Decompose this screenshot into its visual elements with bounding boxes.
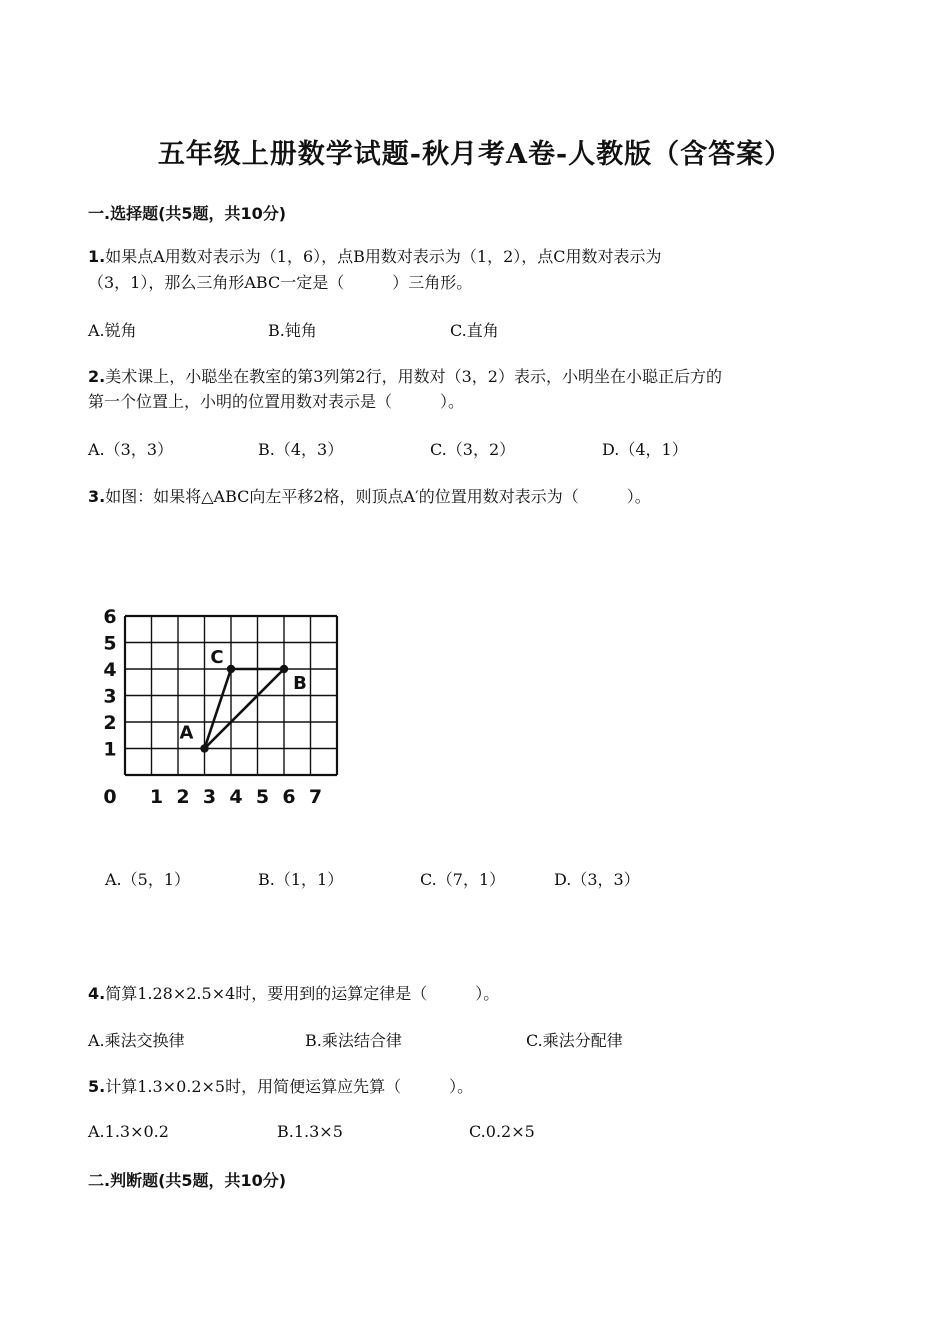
question-4-number: 4. — [88, 984, 106, 1003]
question-4-option-b[interactable]: B.乘法结合律 — [305, 1031, 402, 1050]
y-tick-label: 5 — [103, 632, 117, 655]
point-label-b: B — [293, 673, 307, 694]
question-5-line-1 — [88, 1074, 473, 1099]
question-4-option-a[interactable]: A.乘法交换律 — [88, 1031, 185, 1050]
y-tick-label: 1 — [103, 738, 117, 761]
x-tick-label: 7 — [308, 786, 323, 808]
section-heading-judgement: 二.判断题(共5题，共10分) — [88, 1171, 287, 1190]
question-5-number: 5. — [88, 1077, 106, 1096]
question-2-text-2: 第一个位置上，小明的位置用数对表示是（ ）。 — [88, 392, 465, 411]
question-1-number: 1. — [88, 247, 106, 266]
question-1-option-a[interactable]: A.锐角 — [88, 321, 137, 340]
point-label-a: A — [179, 722, 194, 744]
question-3-line-1 — [88, 484, 651, 509]
point-label-c: C — [210, 647, 224, 668]
grid-lines — [125, 616, 337, 775]
question-4-text-1: 简算1.28×2.5×4时，要用到的运算定律是（ ）。 — [105, 984, 500, 1003]
x-tick-label: 0 — [103, 786, 117, 808]
question-2-text-1: 美术课上，小聪坐在教室的第3列第2行，用数对（3，2）表示，小明坐在小聪正后方的 — [105, 367, 722, 386]
question-2-option-c[interactable]: C.（3，2） — [430, 440, 516, 459]
question-5-option-c[interactable]: C.0.2×5 — [469, 1122, 535, 1141]
question-2-line-1 — [88, 364, 722, 389]
y-tick-label: 2 — [103, 712, 117, 734]
question-2-number: 2. — [88, 367, 106, 386]
question-4-option-c[interactable]: C.乘法分配律 — [526, 1031, 623, 1050]
x-tick-label: 2 — [176, 786, 190, 808]
point-b — [280, 665, 288, 673]
x-tick-label: 3 — [202, 786, 217, 808]
question-1-option-c[interactable]: C.直角 — [450, 321, 499, 340]
question-3-option-d[interactable]: D.（3，3） — [554, 870, 640, 889]
question-4-line-1 — [88, 981, 499, 1006]
question-2-option-b[interactable]: B.（4，3） — [258, 440, 344, 459]
y-axis-labels — [103, 606, 116, 761]
question-1-line-1 — [88, 244, 662, 269]
page-title: 五年级上册数学试题-秋月考A卷-人教版（含答案） — [157, 139, 793, 170]
question-3-option-c[interactable]: C.（7，1） — [420, 870, 506, 889]
question-3-number: 3. — [88, 487, 106, 506]
question-2-option-d[interactable]: D.（4，1） — [602, 440, 688, 459]
x-tick-label: 6 — [282, 786, 296, 808]
question-1-text-1: 如果点A用数对表示为（1，6），点B用数对表示为（1，2），点C用数对表示为 — [105, 247, 662, 266]
question-5-option-b[interactable]: B.1.3×5 — [277, 1122, 343, 1141]
point-c — [227, 665, 235, 673]
question-3-option-a[interactable]: A.（5，1） — [105, 870, 191, 889]
question-3-option-b[interactable]: B.（1，1） — [258, 870, 344, 889]
y-tick-label: 6 — [103, 606, 117, 628]
question-2-option-a[interactable]: A.（3，3） — [88, 440, 174, 459]
section-heading-choice: 一.选择题(共5题，共10分) — [88, 204, 287, 223]
y-tick-label: 4 — [103, 659, 117, 681]
y-tick-label: 3 — [103, 685, 117, 708]
question-1-option-b[interactable]: B.钝角 — [268, 321, 317, 340]
question-5-option-a[interactable]: A.1.3×0.2 — [88, 1122, 169, 1141]
triangle-abc — [180, 647, 307, 753]
question-3-text-1: 如图：如果将△ABC向左平移2格，则顶点A′的位置用数对表示为（ ）。 — [105, 487, 651, 506]
x-tick-label: 1 — [149, 786, 164, 808]
x-tick-label: 4 — [229, 786, 243, 808]
x-axis-labels — [103, 786, 322, 808]
x-tick-label: 5 — [255, 786, 270, 808]
coordinate-grid-figure — [95, 598, 355, 818]
question-1-text-2: （3，1），那么三角形ABC一定是（ ）三角形。 — [88, 273, 473, 292]
question-5-text-1: 计算1.3×0.2×5时，用简便运算应先算（ ）。 — [105, 1077, 474, 1096]
point-a — [200, 744, 208, 752]
